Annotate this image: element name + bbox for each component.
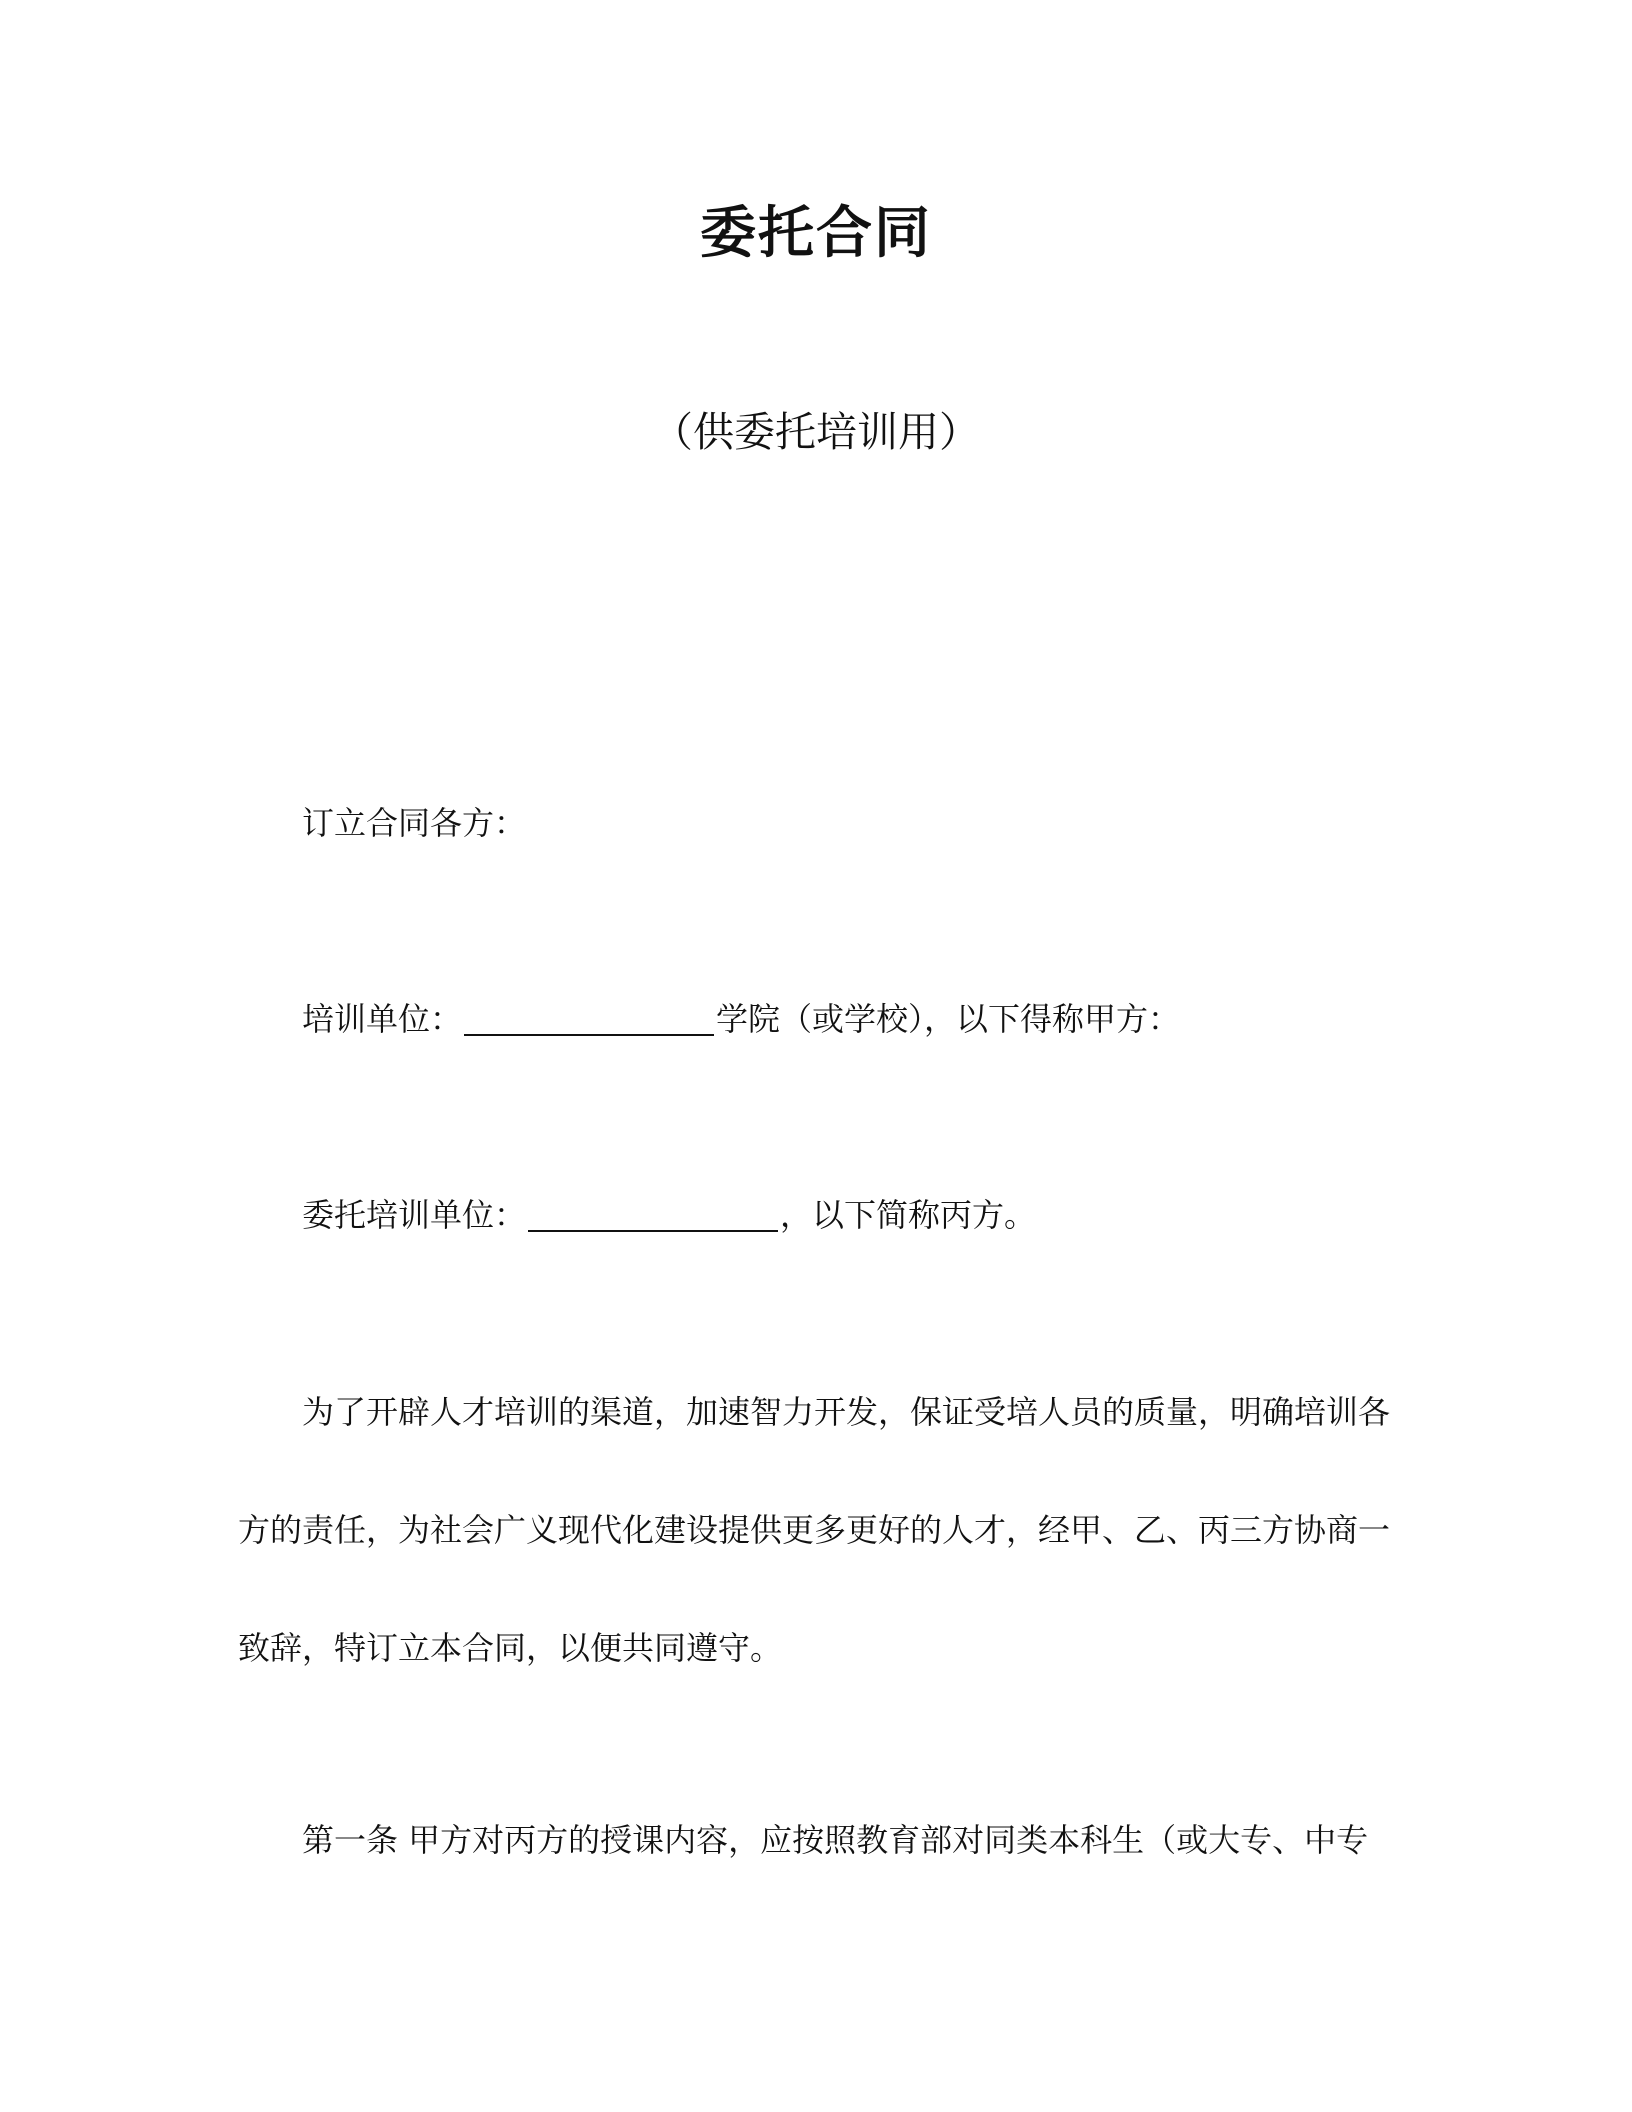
document-title: 委托合同	[700, 201, 932, 266]
preamble-line: 为了开辟人才培训的渠道，加速智力开发，保证受培人员的质量，明确培训各	[302, 1393, 1391, 1431]
party-c-blank-field[interactable]	[528, 1194, 778, 1232]
parties-heading: 订立合同各方：	[302, 804, 527, 842]
party-a-line	[302, 996, 1180, 1042]
party-c-label: 委托培训单位：	[302, 1196, 527, 1234]
party-c-line	[302, 1192, 1036, 1238]
party-a-blank-field[interactable]	[464, 998, 714, 1036]
party-c-suffix: ，以下简称丙方。	[780, 1196, 1037, 1234]
preamble-line: 方的责任，为社会广义现代化建设提供更多更好的人才，经甲、乙、丙三方协商一	[238, 1511, 1391, 1549]
party-a-label: 培训单位：	[302, 1000, 463, 1038]
document-subtitle: （供委托培训用）	[652, 408, 980, 456]
preamble-line: 致辞，特订立本合同，以便共同遵守。	[238, 1629, 783, 1667]
party-a-suffix: 学院（或学校），以下得称甲方：	[716, 1000, 1181, 1038]
article-1-line: 第一条 甲方对丙方的授课内容，应按照教育部对同类本科生（或大专、中专	[302, 1821, 1369, 1859]
